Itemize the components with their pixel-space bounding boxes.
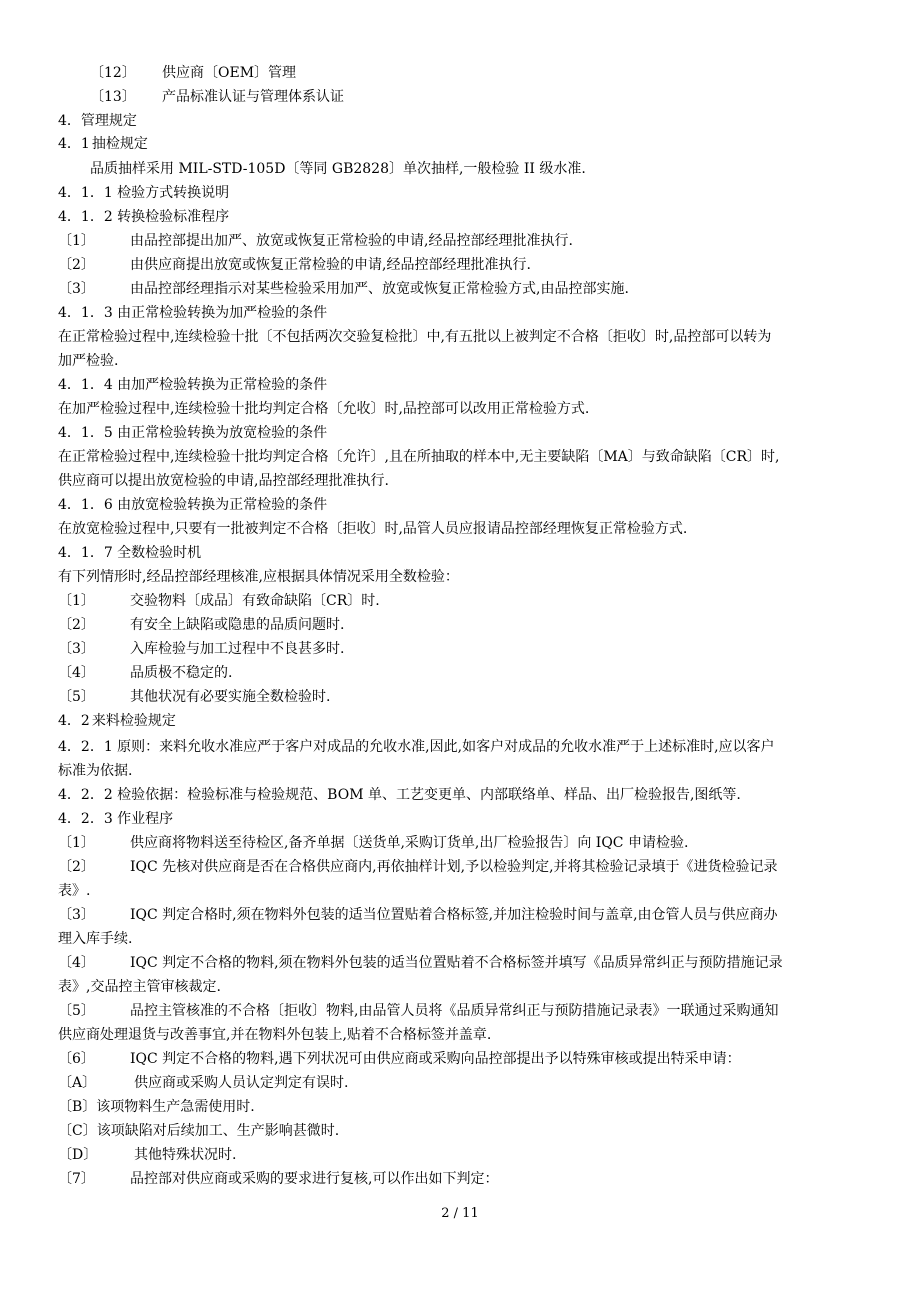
item-number: 〔2〕	[58, 859, 95, 875]
item-text: 其他特殊状况时.	[134, 1147, 237, 1163]
list-item	[90, 64, 296, 82]
item-text: 由品控部提出加严、放宽或恢复正常检验的申请,经品控部经理批准执行.	[130, 233, 573, 249]
section-number: 4．1	[58, 136, 90, 152]
item-number: 〔1〕	[58, 593, 95, 609]
item-number: 〔7〕	[58, 1171, 95, 1187]
item-number: 〔3〕	[58, 641, 95, 657]
item-text: IQC 判定合格时,须在物料外包装的适当位置贴着合格标签,并加注检验时间与盖章,由仓管人员与供应商办	[130, 907, 778, 923]
subsection-heading: 4．1．6 由放宽检验转换为正常检验的条件	[58, 497, 328, 513]
item-number: 〔2〕	[58, 617, 95, 633]
section-title: 抽检规定	[91, 136, 148, 152]
item-number: 〔3〕	[58, 281, 95, 297]
list-item	[58, 256, 531, 274]
item-text: 其他状况有必要实施全数检验时.	[130, 689, 331, 705]
item-number: 〔C〕	[58, 1123, 97, 1139]
item-number: 〔5〕	[58, 689, 95, 705]
subsection-heading: 4．1．1 检验方式转换说明	[58, 185, 230, 201]
list-item	[58, 664, 232, 682]
list-item	[58, 640, 344, 658]
subsection-heading: 4．1．3 由正常检验转换为加严检验的条件	[58, 305, 328, 321]
item-number: 〔3〕	[58, 907, 95, 923]
item-text: 品控主管核准的不合格〔拒收〕物料,由品管人员将《品质异常纠正与预防措施记录表》一联通过采购通知	[130, 1003, 779, 1019]
item-text: 入库检验与加工过程中不良甚多时.	[130, 641, 345, 657]
list-item	[58, 1050, 741, 1068]
paragraph-line: 在正常检验过程中,连续检验十批均判定合格〔允许〕,且在所抽取的样本中,无主要缺陷〔MA〕与致命缺陷〔CR〕时,	[58, 449, 780, 465]
paragraph-line: 4．2．2 检验依据：检验标准与检验规范、BOM 单、工艺变更单、内部联络单、样品、出厂检验报告,图纸等.	[58, 787, 741, 803]
item-text: 由供应商提出放宽或恢复正常检验的申请,经品控部经理批准执行.	[130, 257, 531, 273]
item-text: 产品标准认证与管理体系认证	[162, 89, 344, 105]
section-heading: 4．管理规定	[58, 113, 137, 129]
subsection-heading: 4．2．3 作业程序	[58, 811, 174, 827]
item-text: 该项缺陷对后续加工、生产影响甚微时.	[96, 1123, 340, 1139]
list-item	[58, 592, 380, 610]
subsection-heading: 4．1．2 转换检验标准程序	[58, 209, 230, 225]
item-number: 〔13〕	[90, 89, 136, 105]
paragraph-line: 在正常检验过程中,连续检验十批〔不包括两次交验复检批〕中,有五批以上被判定不合格〔拒收〕时,品控部可以转为	[58, 329, 772, 345]
list-item	[58, 688, 330, 706]
item-number: 〔12〕	[90, 65, 136, 81]
paragraph: 品质抽样采用 MIL-STD-105D〔等同 GB2828〕单次抽样,一般检验 II 级水准.	[90, 161, 586, 177]
paragraph-line: 在加严检验过程中,连续检验十批均判定合格〔允收〕时,品控部可以改用正常检验方式.	[58, 401, 590, 417]
paragraph-line: 表》.	[58, 883, 91, 899]
list-item	[58, 616, 344, 634]
paragraph-line: 标准为依据.	[58, 763, 133, 779]
list-item	[58, 232, 573, 250]
list-item	[58, 954, 783, 972]
page-number: 2 / 11	[441, 1206, 479, 1221]
item-text: IQC 先核对供应商是否在合格供应商内,再依抽样计划,予以检验判定,并将其检验记录填于《进货检验记录	[130, 859, 778, 875]
paragraph-line: 供应商处理退货与改善事宜,并在物料外包装上,贴着不合格标签并盖章.	[58, 1027, 492, 1043]
list-item	[58, 906, 778, 924]
item-number: 〔1〕	[58, 233, 95, 249]
paragraph-line: 有下列情形时,经品控部经理核准,应根据具体情况采用全数检验：	[58, 569, 459, 585]
subsection-heading: 4．1．4 由加严检验转换为正常检验的条件	[58, 377, 328, 393]
item-number: 〔6〕	[58, 1051, 95, 1067]
paragraph-line: 在放宽检验过程中,只要有一批被判定不合格〔拒收〕时,品管人员应报请品控部经理恢复正常检验方式.	[58, 521, 688, 537]
item-text: 有安全上缺陷或隐患的品质问题时.	[130, 617, 345, 633]
section-number: 4．2	[58, 713, 90, 729]
paragraph-line: 理入库手续.	[58, 931, 133, 947]
item-number: 〔2〕	[58, 257, 95, 273]
item-text: IQC 判定不合格的物料,遇下列状况可由供应商或采购向品控部提出予以特殊审核或提出特采申请：	[130, 1051, 741, 1067]
list-item	[58, 1098, 255, 1116]
item-text: 由品控部经理指示对某些检验采用加严、放宽或恢复正常检验方式,由品控部实施.	[130, 281, 629, 297]
list-item	[58, 858, 778, 876]
item-number: 〔D〕	[58, 1147, 98, 1163]
list-item	[58, 834, 688, 852]
item-number: 〔1〕	[58, 835, 95, 851]
section-heading	[58, 135, 148, 153]
item-text: 供应商或采购人员认定判定有误时.	[134, 1075, 349, 1091]
item-text: 品质极不稳定的.	[130, 665, 233, 681]
section-title: 来料检验规定	[91, 713, 176, 729]
section-heading	[58, 712, 176, 730]
item-text: 交验物料〔成品〕有致命缺陷〔CR〕时.	[130, 593, 380, 609]
item-text: 品控部对供应商或采购的要求进行复核,可以作出如下判定：	[130, 1171, 499, 1187]
paragraph-line: 4．2．1 原则：来料允收水准应严于客户对成品的允收水准,因此,如客户对成品的允收水准严于上述标准时,应以客户	[58, 739, 775, 755]
item-text: 供应商〔OEM〕管理	[162, 65, 297, 81]
item-number: 〔4〕	[58, 665, 95, 681]
list-item	[90, 88, 344, 106]
item-number: 〔5〕	[58, 1003, 95, 1019]
item-number: 〔B〕	[58, 1099, 97, 1115]
list-item	[58, 280, 629, 298]
list-item	[58, 1002, 778, 1020]
subsection-heading: 4．1．5 由正常检验转换为放宽检验的条件	[58, 425, 328, 441]
item-text: 该项物料生产急需使用时.	[96, 1099, 255, 1115]
list-item	[58, 1170, 498, 1188]
paragraph-line: 供应商可以提出放宽检验的申请,品控部经理批准执行.	[58, 473, 389, 489]
list-item	[58, 1074, 348, 1092]
paragraph-line: 加严检验.	[58, 353, 119, 369]
item-text: 供应商将物料送至待检区,备齐单据〔送货单,采购订货单,出厂检验报告〕向 IQC 申请检验.	[130, 835, 689, 851]
item-text: IQC 判定不合格的物料,须在物料外包装的适当位置贴着不合格标签并填写《品质异常纠正与预防措施记录	[130, 955, 783, 971]
item-number: 〔A〕	[58, 1075, 97, 1091]
paragraph-line: 表》,交品控主管审核裁定.	[58, 979, 221, 995]
subsection-heading: 4．1．7 全数检验时机	[58, 545, 202, 561]
list-item	[58, 1122, 339, 1140]
list-item	[58, 1146, 236, 1164]
item-number: 〔4〕	[58, 955, 95, 971]
